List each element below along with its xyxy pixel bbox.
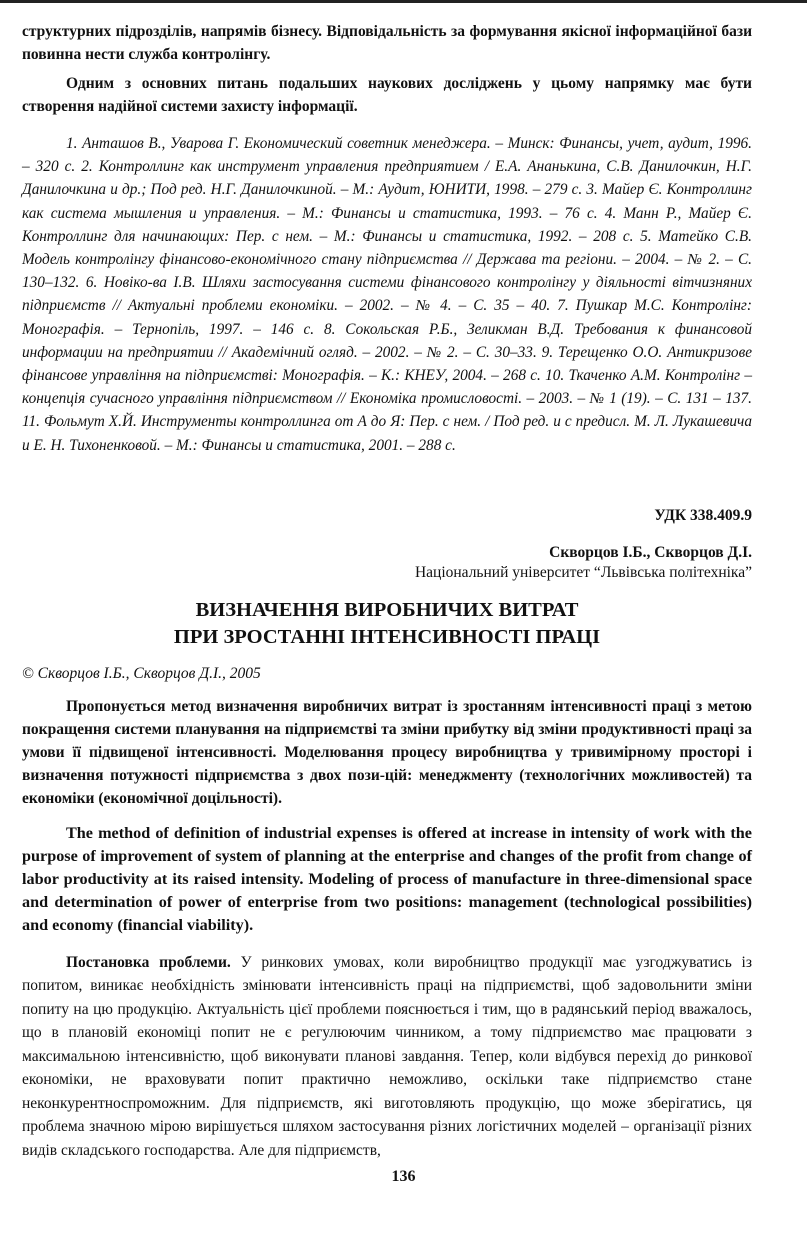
article-title [22,597,752,651]
page-content [22,20,752,1162]
article-title-line-1: ВИЗНАЧЕННЯ ВИРОБНИЧИХ ВИТРАТ [195,598,579,621]
copyright-line: © Скворцов І.Б., Скворцов Д.І., 2005 [22,664,261,682]
references-list: 1. Анташов В., Уварова Г. Економический советник менеджера. – Минск: Финансы, учет, аудит, 1996. – 320 с. 2. Контроллинг как инструмент управления предприятием / Е.А. Ананькина, С.В. Данилочкин, Н.Г. Данилочкина и др.; Под ред. Н.Г. Данилочкиной. – М.: Аудит, ЮНИТИ, 1998. – 279 с. 3. Майер Є. Контроллинг как система мышления и управления. – М.: Финансы и статистика, 1993. – 76 с. 4. Манн Р., Майер Є. Контроллинг для начинающих: Пер. с нем. – М.: Финансы и статистика, 1992. – 208 с. 5. Матейко С.В. Модель контролінгу фінансово-економічного стану підприємства // Держава та регіони. – 2004. – № 2. – С. 130–132. 6. Новіко-ва І.В. Шляхи застосування системи фінансового контролінгу у діяльності вітчизняних підприємств // Актуальні проблеми економіки. – 2002. – № 4. – С. 35 – 40. 7. Пушкар М.С. Контролінг: Монографія. – Тернопіль, 1997. – 146 с. 8. Сокольская Р.Б., Зеликман В.Д. Требования к финансовой информации на предприятии // Академічний огляд. – 2002. – № 2. – С. 30–33. 9. Терещенко О.О. Антикризове фінансове управління на підприємстві: Монографія. – К.: КНЕУ, 2004. – 268 с. 10. Ткаченко А.М. Контролінг – концепція сучасного управління підприємством // Економіка промисловості. – 2003. – № 1 (19). – С. 131 – 137. 11. Фольмут Х.Й. Инструменты контроллинга от А до Я: Пер. с нем. / Под ред. и с предисл. М. Л. Лукашевича и Е. Н. Тихоненковой. – М.: Финансы и статистика, 2001. – 288 с. [22,135,752,454]
page-number: 136 [391,1168,416,1185]
problem-statement-paragraph [22,951,752,1163]
article-authors: Скворцов І.Б., Скворцов Д.І. [549,543,752,561]
problem-statement-text: У ринкових умовах, коли виробництво продукції має узгоджуватись із попитом, виникає необхідність змінювати інтенсивність праці на підприємстві, щоб задовольнити зміни попиту на цю продукцію. Актуальність цієї проблеми пояснюється і тим, що в радянський період вважалось, що в плановій економіці попит не є регулюючим чинником, а тому підприємство має працювати з максимальною інтенсивністю, щоб виконувати планові завдання. Тепер, коли відбувся перехід до ринкової економіки, не враховувати попит практично неможливо, оскільки таке підприємство стане неконкурентноспроможним. Для підприємств, які виготовляють продукцію, що може зберігатись, ця проблема значною мірою вирішується шляхом застосування різних логістичних моделей – організації різних видів складського господарства. Але для підприємств, [22,953,752,1159]
problem-statement-heading: Постановка проблеми. [66,953,231,971]
abstract-english: The method of definition of industrial expenses is offered at increase in intensity of work with the purpose of improvement of system of planning at the enterprise and changes of the profit from change of labor productivity at its raised intensity. Modeling of process of manufacture in three-dimensional space and determination of power of enterprise from two positions: management (technological possibilities) and economy (financial viability). [22,823,752,934]
intro-paragraph-1: структурних підрозділів, напрямів бізнесу. Відповідальність за формування якісної інформаційної бази повинна нести служба контролінгу. [22,23,752,63]
top-rule [0,0,807,3]
abstract-ukrainian: Пропонується метод визначення виробничих витрат із зростанням інтенсивності праці з метою покращення системи планування на підприємстві та зміни прибутку від зміни продуктивності праці за умови її підвищеної інтенсивності. Моделювання процесу виробництва у тривимірному просторі і визначення потужності підприємства з двох пози-цій: менеджменту (технологічних можливостей) та економіки (економічної доцільності). [22,697,752,807]
author-affiliation: Національний університет “Львівська політехніка” [414,563,752,581]
article-title-line-2: ПРИ ЗРОСТАННІ ІНТЕНСИВНОСТІ ПРАЦІ [173,625,601,648]
udk-code: УДК 338.409.9 [654,506,752,524]
intro-paragraph-2: Одним з основних питань подальших наукових досліджень у цьому напрямку має бути створення надійної системи захисту інформації. [22,75,752,115]
